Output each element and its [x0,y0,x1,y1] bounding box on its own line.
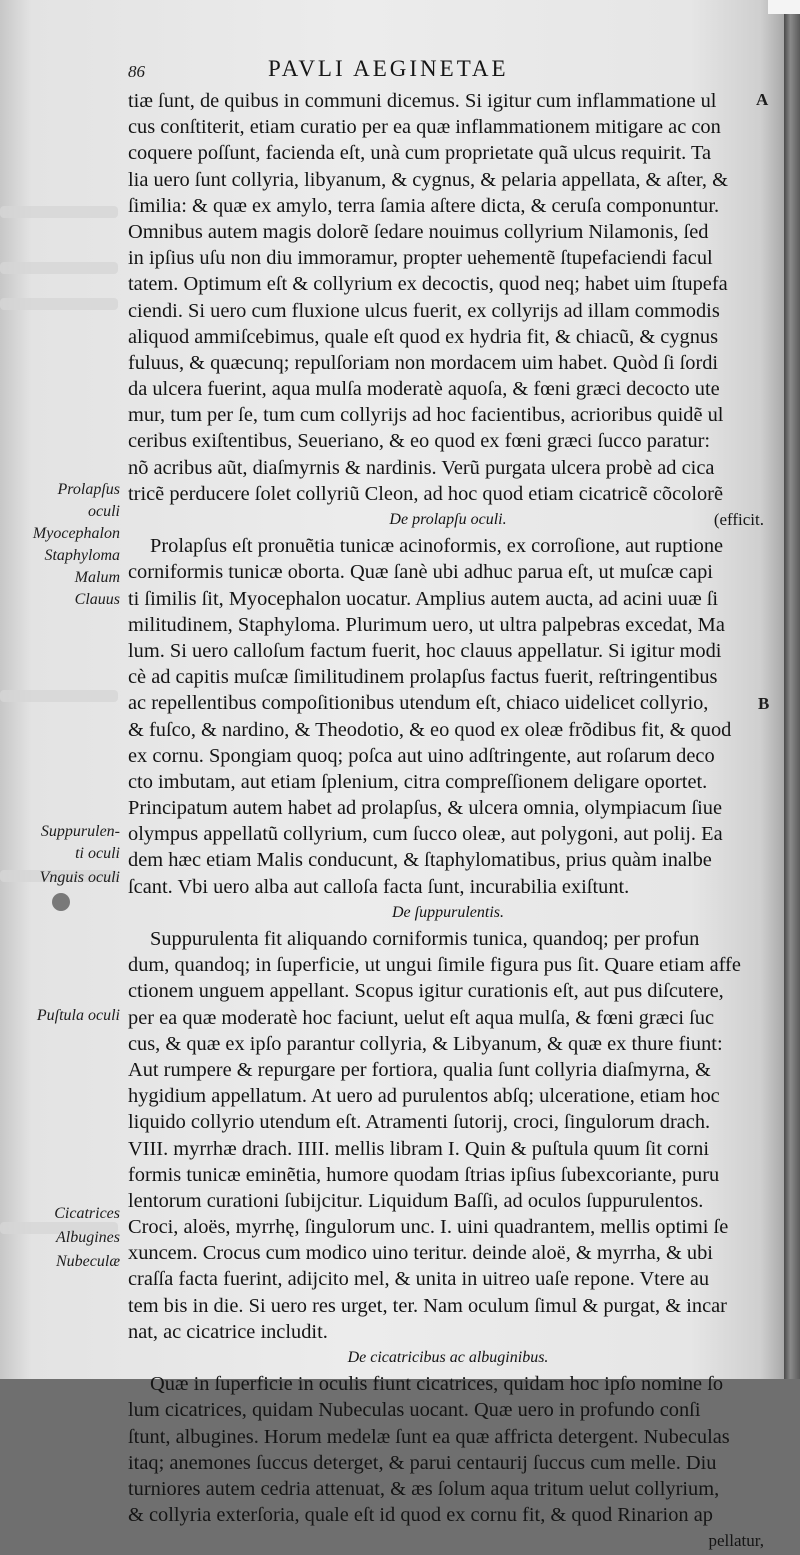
text-line: lum cicatrices, quidam Nubeculas uocant. Quæ uero in profundo conſi [128,1399,701,1422]
text-line: itaq; anemones ſuccus deterget, & parui centaurij ſuccus cum melle. Diu [128,1451,717,1474]
text-line: Principatum autem habet ad prolapſus, & ulcera omnia, olympiacum ſiue [128,797,722,820]
text-line: turniores autem cedria attenuat, & æs ſolum aqua tritum uelut collyrium, [128,1477,720,1500]
text-line: tricẽ perducere ſolet collyriũ Cleon, ad hoc quod etiam cicatricẽ cõcolorẽ [128,482,724,505]
text-line: aliquod ammiſcebimus, quale eſt quod ex hydria fit, & chiacũ, & cygnus [128,325,719,348]
ink-blot [52,893,70,911]
body-text [128,88,768,1555]
text-line: ti ſimilis ſit, Myocephalon uocatur. Amplius autem aucta, ad acini uuæ ſi [128,587,719,610]
text-line: in ipſius uſu non diu immoramur, propter uehementẽ ſtupefaciendi facul [128,247,713,270]
margin-note: Albugines [56,1229,120,1246]
text-line: mur, tum per ſe, tum cum collyrijs ad hoc facientibus, acrioribus quidẽ ul [128,404,724,427]
text-line: & fuſco, & nardino, & Theodotio, & eo quod ex oleæ frõdibus fit, & quod [128,718,732,741]
text-line: xuncem. Crocus cum modico uino teritur. deinde aloë, & myrrha, & ubi [128,1242,713,1265]
text-line: cus, & quæ ex ipſo parantur collyria, & Libyanum, & quæ ex thure fiunt: [128,1032,723,1055]
text-line: tem bis in die. Si uero res urget, ter. Nam oculum ſimul & purgat, & incar [128,1294,727,1317]
text-line: ſimilia: & quæ ex amylo, terra ſamia aſtere dicta, & ceruſa componuntur. [128,194,720,217]
text-line: ciendi. Si uero cum fluxione ulcus fuerit, ex collyrijs ad illam commodis [128,299,720,322]
margin-note: Myocephalon [32,525,120,542]
text-line: nat, ac cicatrice includit. [128,1320,328,1343]
section-heading-prolapsus [128,507,768,533]
side-letter-b: B [758,694,770,713]
text-line: ceribus exiſtentibus, Seueriano, & eo quod ex fœni græci ſucco paratur: [128,430,711,453]
text-line: corniformis tunicæ oborta. Quæ ſanè ubi adhuc parua eſt, ut muſcæ capi [128,561,713,584]
bleed-through-mark [0,206,118,218]
text-line: nõ acribus aũt, diaſmyrnis & nardinis. Verũ purgata ulcera probè ad cica [128,456,715,479]
text-line: liquido collyrio utendum eſt. Atramenti ſutorij, croci, ſingulorum drach. [128,1111,711,1134]
text-line: coquere poſſunt, facienda eſt, unà cum proprietate quã ulcus requirit. Ta [128,142,712,165]
running-head: PAVLI AEGINETAE [268,56,509,81]
heading-text: De prolapſu oculi. [389,511,507,528]
text-line: ex cornu. Spongiam quoq; poſca aut uino adſtringente, aut roſarum deco [128,744,715,767]
bleed-through-mark [0,690,118,702]
bleed-through-mark [0,298,118,310]
text-line: pellatur, [708,1531,764,1551]
text-line: lentorum curationi ſubijcitur. Liquidum Baſſi, ad oculos ſuppurulentos. [128,1189,704,1212]
text-line: lia uero ſunt collyria, libyanum, & cygnus, & pelaria appellata, & aſter, & [128,168,728,191]
text-line: & collyria exterſoria, quale eſt id quod ex cornu fit, & quod Rinarion ap [128,1504,713,1527]
text-line: dum, quandoq; in ſuperficie, ut ungui ſimile figura pus ſit. Quare etiam affe [128,954,741,977]
text-line: lum. Si uero calloſum factum fuerit, hoc clauus appellatur. Si igitur modi [128,639,722,662]
text-line: Omnibus autem magis dolorẽ ſedare nouimus collyrium Nilamonis, ſed [128,220,709,243]
page-corner [768,0,800,14]
text-line: Aut rumpere & repurgare per fortiora, qualia ſunt collyria diaſmyrna, & [128,1058,711,1081]
text-line: militudinem, Staphyloma. Plurimum uero, ut ultra palpebras excedat, Ma [128,613,725,636]
bleed-through-mark [0,262,118,274]
text-line: tatem. Optimum eſt & collyrium ex decoctis, quod neq; habet uim ſtupefa [128,273,728,296]
text-line: formis tunicæ eminẽtia, humore quodam ſtrias ipſius ſubexcoriante, puru [128,1163,720,1186]
text-line: dem hæc etiam Malis conducunt, & ſtaphylomatibus, prius quàm inalbe [128,849,712,872]
text-line: da ulcera fuerint, aqua mulſa moderatè aquoſa, & fœni græci decocto ute [128,378,720,401]
page-edge [784,0,800,1379]
text-line: Quæ in ſuperficie in oculis fiunt cicatrices, quidam hoc ipſo nomine ſo [150,1373,724,1396]
section-heading-suppurulentis: De ſuppurulentis. [392,903,504,921]
margin-note: Prolapſus [57,481,120,498]
text-line: Prolapſus eſt pronuẽtia tunicæ acinoformis, ex corroſione, aut ruptione [150,535,724,558]
margin-note: Malum [74,569,120,586]
margin-note: Suppurulen- [40,823,120,840]
section-heading-cicatricibus: De cicatricibus ac albuginibus. [347,1349,549,1366]
text-line: cè ad capitis muſcæ ſimilitudinem prolapſus factus fuerit, reſtringentibus [128,666,718,689]
margin-note: Nubeculæ [56,1253,120,1270]
margin-note: Puſtula oculi [36,1007,120,1024]
text-line: fuluus, & quæcunq; repulſoriam non mordacem uim habet. Quòd ſi ſordi [128,351,719,374]
text-line: ac repellentibus compoſitionibus utendum eſt, chiaco uidelicet collyrio, [128,692,709,715]
text-line: VIII. myrrhæ drach. IIII. mellis libram I. Quin & puſtula quum ſit corni [128,1137,710,1160]
text-line: cus conſtiterit, etiam curatio per ea quæ inflammationem mitigare ac con [128,116,721,139]
text-line: ſcant. Vbi uero alba aut calloſa facta ſunt, incurabilia exiſtunt. [128,875,630,898]
text-line: ctionem unguem appellant. Scopus igitur curationis eſt, aut pus diſcutere, [128,980,724,1003]
side-letter-a: A [756,90,769,109]
text-line: olympus appellatũ collyrium, cum ſucco oleæ, aut polygoni, aut polij. Ea [128,823,723,846]
text-line: cto imbutam, aut etiam ſplenium, citra compreſſionem deligare oportet. [128,770,708,793]
margin-note: ti oculi [75,845,120,862]
text-line: ſtunt, albugines. Horum medelæ ſunt ea quæ affricta detergent. Nubeculas [128,1425,730,1448]
margin-note: oculi [88,503,120,520]
page-number: 86 [128,62,145,81]
margin-note: Clauus [74,591,120,608]
text-line: hygidium appellatum. At uero ad purulentos abſq; ulceratione, etiam hoc [128,1085,720,1108]
margin-note: Vnguis oculi [39,869,120,886]
line-continuation: (efficit. [713,510,764,529]
text-line: craſſa facta fuerint, adijcito mel, & unita in uitreo uaſe repone. Vtere au [128,1268,710,1291]
text-line: per ea quæ moderatè hoc faciunt, uelut eſt aqua mulſa, & fœni græci ſuc [128,1006,715,1029]
page-header [0,56,784,86]
margin-note: Staphyloma [44,547,120,564]
margin-note: Cicatrices [54,1205,120,1222]
text-line: tiæ ſunt, de quibus in communi dicemus. Si igitur cum inflammatione ul [128,90,717,112]
text-line: Suppurulenta fit aliquando corniformis tunica, quandoq; per profun [150,928,700,950]
text-line: Croci, aloës, myrrhę, ſingulorum unc. I. uini quadrantem, mellis optimi ſe [128,1216,729,1239]
